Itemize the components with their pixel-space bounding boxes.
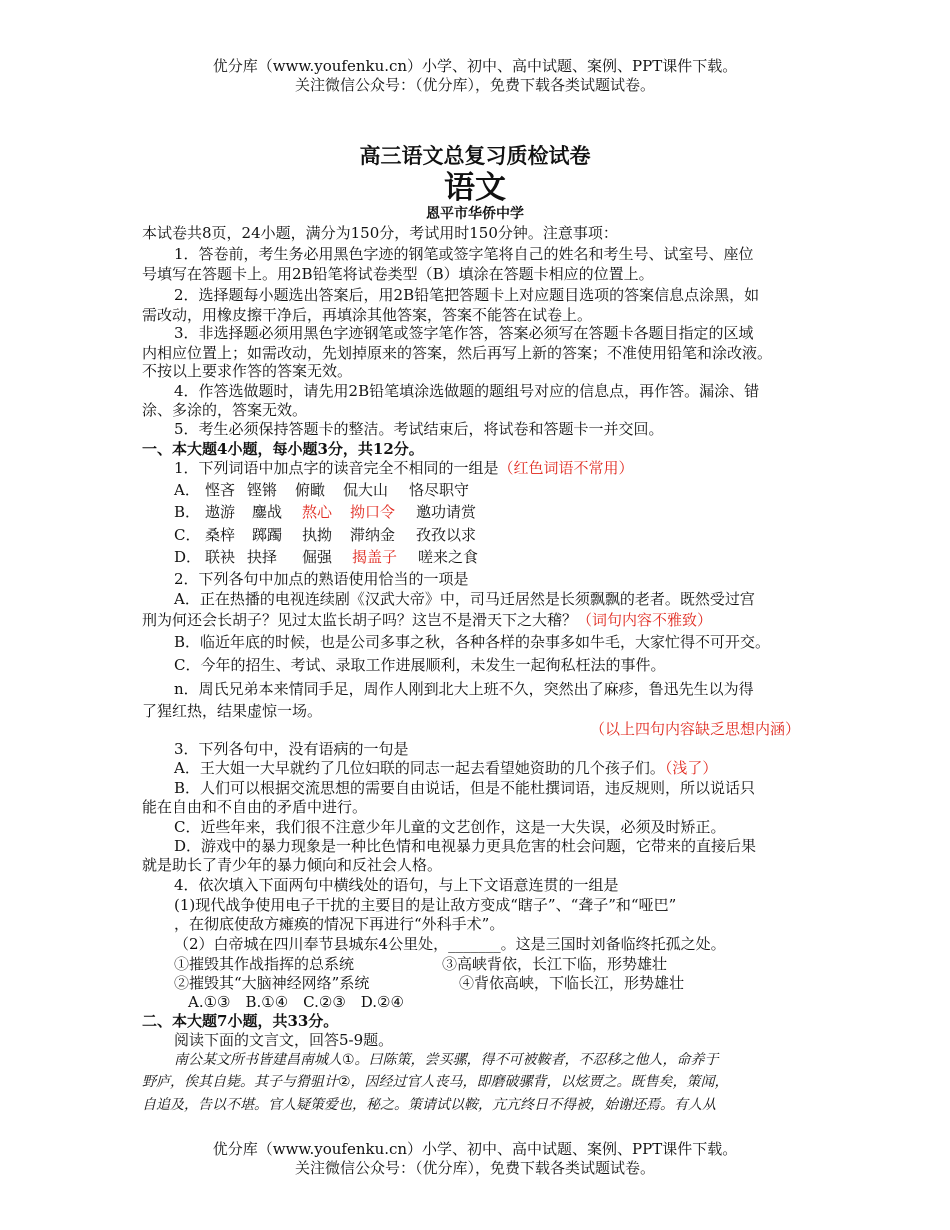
q1-note: （红色词语不常用） [498,459,634,477]
instruction-1b: 号填写在答题卡上。用2B铅笔将试卷类型（B）填涂在答题卡相应的位置上。 [142,265,654,283]
q4-stem: 4．依次填入下面两句中横线处的语句，与上下文语意连贯的一组是 [174,876,619,894]
q1-option-b-word-1: 遨游 [205,503,236,521]
q3-option-c: C．近些年来，我们很不注意少年儿童的文艺创作，这是一大失误，必须及时矫正。 [174,818,726,836]
q1-option-a-word-5: 恪尽职守 [409,481,470,499]
section-1-heading: 一、本大题4小题，每小题3分，共12分。 [142,440,424,458]
q3-stem: 3．下列各句中，没有语病的一句是 [174,740,409,758]
instruction-5: 5．考生必须保持答题卡的整洁。考试结束后，将试卷和答题卡一并交回。 [174,420,664,438]
q4-sentence-1a: (1)现代战争使用电子干扰的主要目的是让敌方变成“瞎子”、“聋子”和“哑巴” [174,896,677,914]
q2-option-d-line-2: 了猩红热，结果虚惊一场。 [142,702,323,720]
instruction-4b: 涂、多涂的，答案无效。 [142,401,308,419]
q2-option-a-line-2-text: 刑为何还会长胡子？见过太监长胡子吗？这岂不是滑天下之大稽？ [142,611,578,629]
q3-option-d-line-2: 就是助长了青少年的暴力倾向和反社会人格。 [142,856,443,874]
q3-option-b-line-1: B．人们可以根据交流思想的需要自由说话，但是不能杜撰词语，违反规则，所以说话只 [174,779,756,797]
q2-option-a-line-1: A．正在热播的电视连续剧《汉武大帝》中，司马迁居然是长须飘飘的老者。既然受过宫 [174,590,755,608]
q1-option-c-word-3: 执拗 [302,526,333,544]
q1-option-d-word-1: 联袂 [205,548,236,566]
q1-option-c-word-2: 踯躅 [252,526,283,544]
q3-option-b-line-2: 能在自由和不自由的矛盾中进行。 [142,798,368,816]
q1-option-b-word-3: 熬心 [302,503,333,521]
footer-line-1: 优分库（www.youfenku.cn）小学、初中、高中试题、案例、PPT课件下载。 [212,1140,738,1158]
q1-option-c-label: C． [174,526,201,544]
subject-title: 语文 [444,170,506,206]
q1-option-a-word-4: 侃大山 [343,481,389,499]
q1-option-d-word-3: 倔强 [302,548,333,566]
q1-option-b-label: B． [174,503,201,521]
q3-option-a-note: （浅了） [664,759,718,777]
q2-option-d-line-1: n．周氏兄弟本来情同手足，周作人刚到北大上班不久，突然出了麻疹，鲁迅先生以为得 [174,680,754,698]
instruction-2a: 2．选择题每小题选出答案后，用2B铅笔把答题卡上对应题目选项的答案信息点涂黑，如 [174,286,760,304]
q1-option-d-label: D． [174,548,202,566]
instructions-intro: 本试卷共8页，24小题，满分为150分，考试用时150分钟。注意事项： [142,224,618,242]
section-2-heading: 二、本大题7小题，共33分。 [142,1012,339,1030]
school-name: 恩平市华侨中学 [426,206,524,222]
header-line-1: 优分库（www.youfenku.cn）小学、初中、高中试题、案例、PPT课件下载。 [212,57,738,75]
q1-option-b-word-4: 拗口令 [350,503,396,521]
q1-option-c-word-5: 孜孜以求 [416,526,477,544]
exam-title: 高三语文总复习质检试卷 [359,143,591,168]
instruction-4a: 4．作答选做题时，请先用2B铅笔填涂选做题的题组号对应的信息点，再作答。漏涂、错 [174,382,760,400]
q4-sentence-2: （2）白帝城在四川奉节县城东4公里处，_______。这是三国时刘备临终托孤之处。 [174,935,726,953]
q1-option-d-word-2: 抉择 [247,548,278,566]
q3-option-a [174,759,717,778]
instruction-1a: 1．答卷前，考生务必用黑色字迹的钢笔或签字笔将自己的姓名和考生号、试室号、座位 [174,245,754,263]
q4-option-3: ③高峡背依，长江下临，形势雄壮 [442,955,668,973]
passage-line-3: 自追及，告以不堪。官人疑策爱也，秘之。策请试以鞍，亢亢终日不得被，始谢还焉。有人从 [142,1097,716,1113]
q1-option-d-word-4: 揭盖子 [352,548,398,566]
q2-option-a-line-2 [142,611,712,630]
q4-choices: A.①③ B.①④ C.②③ D.②④ [188,993,404,1011]
q4-option-4: ④背依高峡，下临长江，形势雄壮 [459,974,685,992]
q1-option-b-word-5: 邀功请赏 [416,503,477,521]
q3-option-d-line-1: D．游戏中的暴力现象是一种比色情和电视暴力更具危害的杜会问题，它带来的直接后果 [174,837,757,855]
q2-option-a-note: （词句内容不雅致） [577,611,713,629]
section-2-lead: 阅读下面的文言文，回答5-9题。 [174,1031,394,1049]
q4-option-2: ②摧毁其“大脑神经网络”系统 [174,974,370,992]
header-line-2: 关注微信公众号：（优分库），免费下载各类试题试卷。 [294,76,655,94]
q4-option-1: ①摧毁其作战指挥的总系统 [174,955,355,973]
q2-stem: 2．下列各句中加点的熟语使用恰当的一项是 [174,570,469,588]
q1-option-c-word-1: 桑梓 [205,526,236,544]
q1-option-a-word-1: 悭吝 [205,481,236,499]
passage-line-1: 南公某文所书皆建昌南城人①。曰陈策，尝买骡，得不可被鞍者，不忍移之他人，命养于 [174,1052,719,1068]
footer-line-2: 关注微信公众号：（优分库），免费下载各类试题试卷。 [294,1159,655,1177]
q1-option-a-word-2: 铿锵 [247,481,278,499]
q1-option-d-word-5: 嗟来之食 [418,548,479,566]
q1-option-c-word-4: 滞纳金 [350,526,396,544]
q1-stem [174,459,634,478]
instruction-3a: 3．非选择题必须用黑色字迹钢笔或签字笔作答，答案必须写在答题卡各题目指定的区域 [174,324,754,342]
q3-option-a-text: A．王大姐一大早就约了几位妇联的同志一起去看望她资助的几个孩子们。 [174,759,665,777]
instruction-2b: 需改动，用橡皮擦干净后，再填涂其他答案，答案不能答在试卷上。 [142,306,593,324]
passage-line-2: 野庐，俟其自毙。其子与猾驵计②，因经过官人丧马，即磨破骡背，以炫贾之。既售矣，策闻， [142,1074,729,1090]
q1-option-b-word-2: 鏖战 [252,503,283,521]
q4-sentence-1b: ，在彻底使敌方瘫痪的情况下再进行“外科手术”。 [174,915,505,933]
q2-option-c: C．今年的招生、考试、录取工作进展顺利，未发生一起徇私枉法的事件。 [174,656,666,674]
instruction-3b: 内相应位置上；如需改动，先划掉原来的答案，然后再写上新的答案；不准使用铅笔和涂改液。 [142,344,773,362]
q1-stem-text: 1．下列词语中加点字的读音完全不相同的一组是 [174,459,499,477]
q2-note: （以上四句内容缺乏思想内涵） [590,720,801,738]
q1-option-a-label: A． [174,481,200,499]
instruction-3c: 不按以上要求作答的答案无效。 [142,362,353,380]
q2-option-b: B．临近年底的时候，也是公司多事之秋，各种各样的杂事多如牛毛，大家忙得不可开交。 [174,633,771,651]
q1-option-a-word-3: 俯瞰 [295,481,326,499]
